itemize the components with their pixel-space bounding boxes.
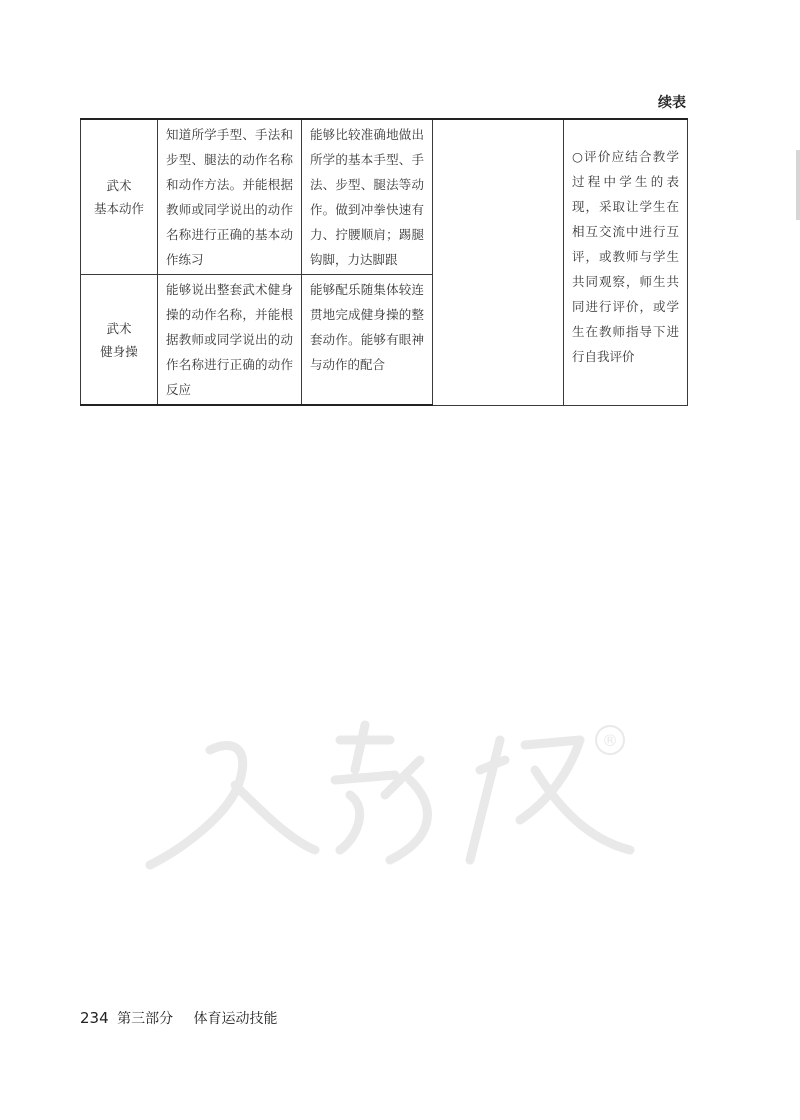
skill-cell: 能够比较准确地做出所学的基本手型、手法、步型、腿法等动作。做到冲拳快速有力、拧腰顺肩；踢腿钩脚，力达脚跟 xyxy=(302,119,433,275)
assessment-table xyxy=(80,118,688,406)
evaluation-cell xyxy=(564,119,688,405)
footer-section: 第三部分 xyxy=(117,1011,174,1027)
row-name-basic-moves: 武术 基本动作 xyxy=(81,119,158,275)
evaluation-text: ○评价应结合教学过程中学生的表现，采取让学生在相互交流中进行互评，或教师与学生共同观察，师生共同进行评价，或学生在教师指导下进行自我评价 xyxy=(572,149,679,364)
publisher-watermark-logo xyxy=(140,700,660,880)
registered-mark: ® xyxy=(602,731,618,750)
empty-cell xyxy=(433,119,564,405)
table-row xyxy=(81,119,688,275)
page-number: 234 xyxy=(80,1009,109,1027)
knowledge-cell: 能够说出整套武术健身操的动作名称，并能根据教师或同学说出的动作名称进行正确的动作反应 xyxy=(158,275,302,406)
page-footer xyxy=(80,1008,278,1028)
side-tab-mark xyxy=(796,150,800,220)
footer-title: 体育运动技能 xyxy=(193,1011,278,1027)
row-name-fitness-routine: 武术 健身操 xyxy=(81,275,158,406)
continued-label: 续表 xyxy=(658,95,686,111)
skill-cell: 能够配乐随集体较连贯地完成健身操的整套动作。能够有眼神与动作的配合 xyxy=(302,275,433,406)
knowledge-cell: 知道所学手型、手法和步型、腿法的动作名称和动作方法。并能根据教师或同学说出的动作名称进行正确的基本动作练习 xyxy=(158,119,302,275)
